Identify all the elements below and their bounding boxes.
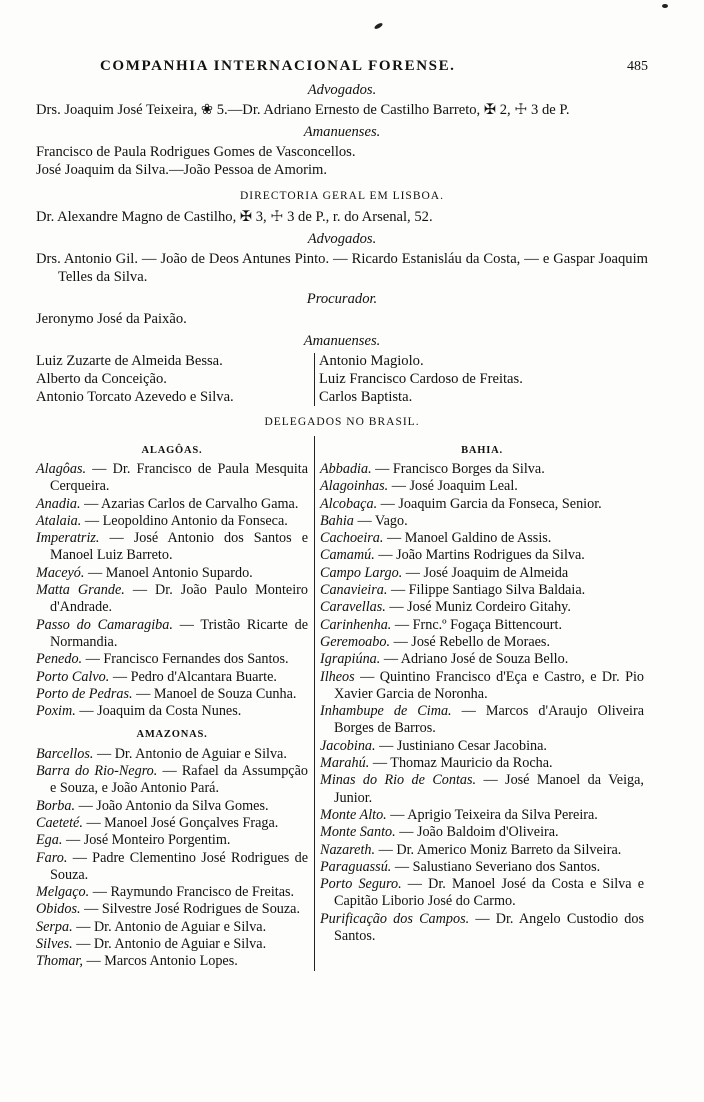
page-header-title: COMPANHIA INTERNACIONAL FORENSE. xyxy=(100,58,456,74)
delegate-entry xyxy=(36,565,308,582)
delegate-entry xyxy=(320,876,644,911)
delegate-name: — Dr. Americo Moniz Barreto da Silveira. xyxy=(375,841,622,858)
delegate-entry xyxy=(320,582,644,599)
delegate-entry xyxy=(320,547,644,564)
ink-spot xyxy=(374,22,384,30)
delegate-name: — Marcos d'Araujo Oliveira Borges de Barros. xyxy=(334,703,644,737)
delegate-name: — Azarias Carlos de Carvalho Gama. xyxy=(80,495,299,512)
amanuense-name: Luiz Francisco Cardoso de Freitas. xyxy=(319,370,523,387)
delegate-entry xyxy=(36,530,308,565)
amanuense-name: Antonio Torcato Azevedo e Silva. xyxy=(36,388,234,405)
delegate-entry xyxy=(36,763,308,798)
delegate-name: — Tristão Ricarte de Normandia. xyxy=(50,616,308,650)
delegate-name: — Manoel Antonio Supardo. xyxy=(84,564,253,581)
place-name: Igrapiúna. xyxy=(320,651,381,668)
place-name: Porto de Pedras. xyxy=(36,685,133,702)
delegate-name: — José Manoel da Veiga, Junior. xyxy=(334,772,644,806)
place-name: Caravellas. xyxy=(320,599,386,616)
place-name: Geremoabo. xyxy=(320,633,391,650)
place-name: Caeteté. xyxy=(36,814,83,831)
delegate-entry xyxy=(320,461,644,478)
place-name: Minas do Rio de Contas. xyxy=(320,772,477,789)
ink-spot xyxy=(662,4,668,8)
delegate-name: — João Baldoim d'Oliveira. xyxy=(395,824,559,841)
delegate-entry xyxy=(320,651,644,668)
place-name: Ega. xyxy=(36,832,63,849)
place-name: Marahú. xyxy=(320,755,370,772)
place-name: Inhambupe de Cima. xyxy=(320,703,452,720)
page-number: 485 xyxy=(627,59,648,74)
running-header xyxy=(36,58,648,76)
delegate-name: — Dr. Angelo Custodio dos Santos. xyxy=(334,910,645,944)
place-name: Silves. xyxy=(36,936,73,952)
place-name: Melgaço. xyxy=(36,884,90,901)
delegate-entry xyxy=(36,953,308,970)
delegate-entry xyxy=(320,755,644,772)
place-name: Porto Calvo. xyxy=(36,668,110,685)
delegate-entry xyxy=(36,703,308,720)
delegate-entry xyxy=(36,936,308,953)
delegate-name: — Manoel Galdino de Assis. xyxy=(383,530,552,547)
delegate-name: — Francisco Borges da Silva. xyxy=(371,460,545,477)
delegate-entry xyxy=(36,901,308,918)
procurador-name: Jeronymo José da Paixão. xyxy=(36,311,187,328)
director-text: Dr. Alexandre Magno de Castilho, ✠ 3, ☩ 3 de P., r. do Arsenal, 52. xyxy=(36,209,433,226)
place-name: Jacobina. xyxy=(320,737,376,754)
document-page xyxy=(36,58,648,971)
section-heading: Advogados. xyxy=(307,81,377,98)
place-name: Campo Largo. xyxy=(320,564,403,581)
delegate-entry xyxy=(320,772,644,807)
place-name: Cachoeira. xyxy=(320,530,384,547)
place-name: Thomar, xyxy=(36,953,83,970)
delegados-left-column xyxy=(36,436,315,971)
place-name: Monte Santo. xyxy=(320,824,396,841)
place-name: Faro. xyxy=(36,849,68,866)
delegados-right-column xyxy=(315,436,644,971)
place-name: Purificação dos Campos. xyxy=(320,910,470,927)
place-name: Obidos. xyxy=(36,901,81,918)
delegate-name: — Dr. João Paulo Monteiro d'Andrade. xyxy=(50,582,308,616)
delegate-name: — Francisco Fernandes dos Santos. xyxy=(82,651,289,668)
place-name: Poxim. xyxy=(36,703,76,720)
place-name: Ilheos xyxy=(320,668,355,685)
section-heading: Amanuenses. xyxy=(303,123,381,140)
delegate-entry xyxy=(320,617,644,634)
amanuenses-two-columns xyxy=(36,353,648,406)
delegate-name: — Pedro d'Alcantara Buarte. xyxy=(109,668,277,685)
place-name: Alagoinhas. xyxy=(320,478,389,495)
delegate-name: — Salustiano Severiano dos Santos. xyxy=(391,858,601,875)
delegate-name: — Joaquim da Costa Nunes. xyxy=(75,703,242,720)
delegate-entry xyxy=(36,884,308,901)
delegate-entry xyxy=(320,634,644,651)
place-name: Bahia xyxy=(320,512,354,529)
place-name: Penedo. xyxy=(36,651,83,668)
advogados-text: Drs. Joaquim José Teixeira, ❀ 5.—Dr. Adriano Ernesto de Castilho Barreto, ✠ 2, ☩ 3 de P. xyxy=(36,102,570,119)
delegate-name: — João Martins Rodrigues da Silva. xyxy=(374,547,585,564)
place-name: Abbadia. xyxy=(320,460,372,477)
place-name: Nazareth. xyxy=(320,841,376,858)
amanuense-name: Carlos Baptista. xyxy=(319,388,413,405)
delegate-entry xyxy=(320,911,644,946)
place-name: Camamú. xyxy=(320,547,375,564)
region-heading: AMAZONAS. xyxy=(136,729,208,741)
delegate-entry xyxy=(320,738,644,755)
delegate-name: — João Antonio da Silva Gomes. xyxy=(75,797,269,814)
delegate-name: — Thomaz Mauricio da Rocha. xyxy=(369,755,553,772)
delegate-name: — Padre Clementino José Rodrigues de Souza. xyxy=(50,849,308,883)
place-name: Alagôas. xyxy=(36,460,87,477)
place-name: Atalaia. xyxy=(36,512,82,529)
delegate-name: — José Monteiro Porgentim. xyxy=(62,832,231,849)
delegate-entry xyxy=(320,478,644,495)
directoria-heading: DIRECTORIA GERAL EM LISBOA. xyxy=(240,189,444,202)
place-name: Serpa. xyxy=(36,918,73,935)
delegate-name: — José Muniz Cordeiro Gitahy. xyxy=(385,599,571,616)
amanuense-name: Antonio Magiolo. xyxy=(319,353,424,370)
delegate-entry xyxy=(320,669,644,704)
delegate-name: — Aprigio Teixeira da Silva Pereira. xyxy=(386,806,598,823)
delegate-name: — Joaquim Garcia da Fonseca, Senior. xyxy=(377,495,602,512)
place-name: Canavieira. xyxy=(320,582,388,599)
delegate-entry xyxy=(320,530,644,547)
delegate-name: — Dr. Antonio de Aguiar e Silva. xyxy=(72,936,267,952)
place-name: Monte Alto. xyxy=(320,806,387,823)
delegate-entry xyxy=(36,919,308,936)
delegate-name: — Raymundo Francisco de Freitas. xyxy=(89,884,295,901)
delegate-name: — Manoel de Souza Cunha. xyxy=(132,685,297,702)
place-name: Anadia. xyxy=(36,495,81,512)
section-heading: Procurador. xyxy=(306,290,378,307)
delegate-entry xyxy=(320,565,644,582)
delegate-name: — José Joaquim Leal. xyxy=(388,478,518,495)
delegate-name: — Dr. Antonio de Aguiar e Silva. xyxy=(93,745,287,762)
delegate-entry xyxy=(320,513,644,530)
delegate-entry xyxy=(36,746,308,763)
amanuenses-right xyxy=(315,353,523,406)
delegate-name: — Leopoldino Antonio da Fonseca. xyxy=(81,512,288,529)
delegate-name: — Dr. Manoel José da Costa e Silva e Capitão Liborio José do Carmo. xyxy=(334,876,644,910)
place-name: Paraguassú. xyxy=(320,858,392,875)
delegate-entry xyxy=(320,599,644,616)
delegados-heading: DELEGADOS NO BRASIL. xyxy=(264,416,420,429)
delegate-name: — Marcos Antonio Lopes. xyxy=(82,953,238,970)
amanuense-name: Alberto da Conceição. xyxy=(36,370,167,387)
region-heading: ALAGÔAS. xyxy=(141,444,203,456)
delegate-entry xyxy=(320,824,644,841)
delegate-entry xyxy=(320,703,644,738)
delegate-entry xyxy=(36,798,308,815)
delegate-entry xyxy=(36,669,308,686)
place-name: Passo do Camaragiba. xyxy=(36,616,173,633)
delegate-name: — Dr. Francisco de Paula Mesquita Cerqueira. xyxy=(50,460,308,495)
place-name: Borba. xyxy=(36,797,76,814)
amanuenses-left xyxy=(36,353,315,406)
place-name: Porto Seguro. xyxy=(320,876,402,893)
advogados-text: Drs. Antonio Gil. — João de Deos Antunes Pinto. — Ricardo Estanisláu da Costa, — e Gaspar Joaquim Telles da Silva. xyxy=(36,251,648,285)
delegate-entry xyxy=(36,617,308,652)
place-name: Matta Grande. xyxy=(36,582,125,599)
delegados-columns xyxy=(36,436,648,971)
delegate-name: — Dr. Antonio de Aguiar e Silva. xyxy=(72,918,267,935)
place-name: Alcobaça. xyxy=(320,495,378,512)
amanuense-name: José Joaquim da Silva.—João Pessoa de Amorim. xyxy=(36,161,328,178)
delegate-name: — Quintino Francisco d'Eça e Castro, e Dr. Pio Xavier Garcia de Noronha. xyxy=(334,668,644,702)
delegate-name: — Rafael da Assumpção e Souza, e João Antonio Pará. xyxy=(50,763,308,797)
delegate-name: — José Rebello de Moraes. xyxy=(390,633,550,650)
delegate-entry xyxy=(36,651,308,668)
delegate-entry xyxy=(36,815,308,832)
delegate-name: — Frnc.º Fogaça Bittencourt. xyxy=(391,616,563,633)
place-name: Imperatriz. xyxy=(36,530,100,547)
delegate-entry xyxy=(36,461,308,496)
place-name: Carinhenha. xyxy=(320,616,392,633)
delegate-entry xyxy=(320,496,644,513)
delegate-entry xyxy=(36,513,308,530)
delegate-entry xyxy=(320,842,644,859)
delegate-name: — Adriano José de Souza Bello. xyxy=(380,651,569,668)
delegate-entry xyxy=(36,832,308,849)
delegate-name: — Vago. xyxy=(353,512,408,529)
delegate-name: — Silvestre José Rodrigues de Souza. xyxy=(80,901,301,918)
amanuense-name: Luiz Zuzarte de Almeida Bessa. xyxy=(36,353,223,370)
section-heading: Amanuenses. xyxy=(303,332,381,349)
place-name: Barcellos. xyxy=(36,745,94,762)
amanuense-name: Francisco de Paula Rodrigues Gomes de Vasconcellos. xyxy=(36,144,356,161)
section-heading: Advogados. xyxy=(307,230,377,247)
delegate-name: — Filippe Santiago Silva Baldaia. xyxy=(387,582,586,599)
delegate-name: — José Antonio dos Santos e Manoel Luiz Barreto. xyxy=(50,530,308,564)
delegate-entry xyxy=(36,582,308,617)
place-name: Barra do Rio-Negro. xyxy=(36,763,158,780)
delegate-name: — Manoel José Gonçalves Fraga. xyxy=(82,814,279,831)
region-heading: BAHIA. xyxy=(461,444,503,456)
delegate-entry xyxy=(36,850,308,885)
delegate-entry xyxy=(320,859,644,876)
place-name: Maceyó. xyxy=(36,564,85,581)
delegate-name: — José Joaquim de Almeida xyxy=(402,564,569,581)
delegate-entry xyxy=(320,807,644,824)
delegate-entry xyxy=(36,686,308,703)
delegate-entry xyxy=(36,496,308,513)
delegate-name: — Justiniano Cesar Jacobina. xyxy=(375,737,547,754)
